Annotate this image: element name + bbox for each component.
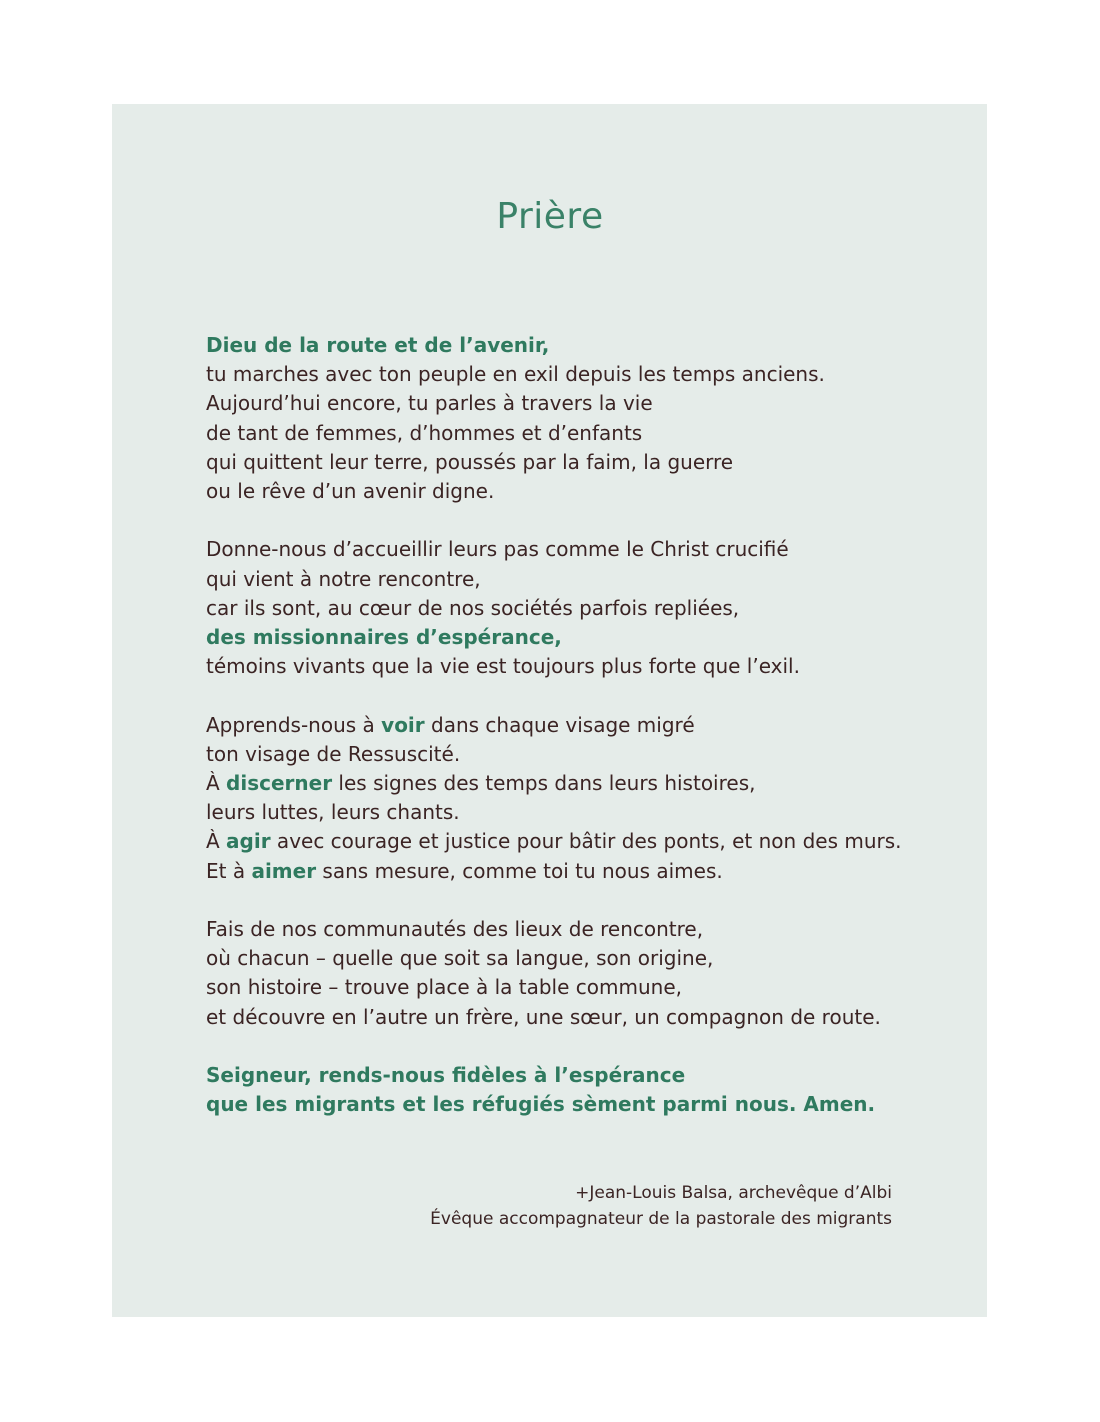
poem-line [206,857,966,886]
line-text: Apprends-nous à [206,712,382,737]
poem-line: que les migrants et les réfugiés sèment parmi nous. Amen. [206,1092,876,1117]
poem-line: car ils sont, au cœur de nos sociétés parfois repliées, [206,595,740,620]
stanza-3 [206,711,966,886]
highlighted-word: discerner [226,771,333,796]
line-text: avec courage et justice pour bâtir des ponts, et non des murs. [270,829,902,854]
stanza-4 [206,915,966,1032]
line-text: dans chaque visage migré [424,712,695,737]
poem-line: de tant de femmes, d’hommes et d’enfants [206,420,643,445]
page-title: Prière [496,196,604,237]
poem-line: Seigneur, rends-nous fidèles à l’espérance [206,1063,686,1088]
poem-line: Donne-nous d’accueillir leurs pas comme le Christ crucifié [206,537,789,562]
poem-line: où chacun – quelle que soit sa langue, son origine, [206,946,714,971]
line-text: les signes des temps dans leurs histoires, [332,771,756,796]
author-name: +Jean-Louis Balsa, archevêque d’Albi [575,1183,892,1203]
highlighted-word: aimer [251,858,317,883]
line-text: Et à [206,858,252,883]
poem-line [206,711,966,740]
line-text: À [206,771,227,796]
line-text: À [206,829,227,854]
poem-line [206,827,966,856]
signature-block [430,1180,892,1232]
poem-line: qui quittent leur terre, poussés par la faim, la guerre [206,449,734,474]
poem-line: Fais de nos communautés des lieux de rencontre, [206,917,704,942]
poem-line: et découvre en l’autre un frère, une sœur, un compagnon de route. [206,1004,881,1029]
poem-line: des missionnaires d’espérance, [206,625,562,650]
prayer-text [206,331,966,1119]
stanza-1 [206,331,966,506]
poem-line: Dieu de la route et de l’avenir, [206,333,550,357]
poem-line: son histoire – trouve place à la table commune, [206,975,682,1000]
stanza-5 [206,1061,966,1119]
poem-line: ton visage de Ressuscité. [206,741,461,766]
author-role: Évêque accompagnateur de la pastorale des migrants [430,1209,892,1229]
poem-line: témoins vivants que la vie est toujours plus forte que l’exil. [206,654,800,679]
highlighted-word: agir [226,829,271,854]
poem-line [206,769,966,798]
stanza-2 [206,535,966,681]
poem-line: leurs luttes, leurs chants. [206,800,460,825]
highlighted-word: voir [381,712,425,737]
line-text: sans mesure, comme toi tu nous aimes. [316,858,723,883]
poem-line: qui vient à notre rencontre, [206,566,481,591]
poem-line: ou le rêve d’un avenir digne. [206,479,495,504]
poem-line: Aujourd’hui encore, tu parles à travers la vie [206,391,653,416]
poem-line: tu marches avec ton peuple en exil depuis les temps anciens. [206,362,825,387]
